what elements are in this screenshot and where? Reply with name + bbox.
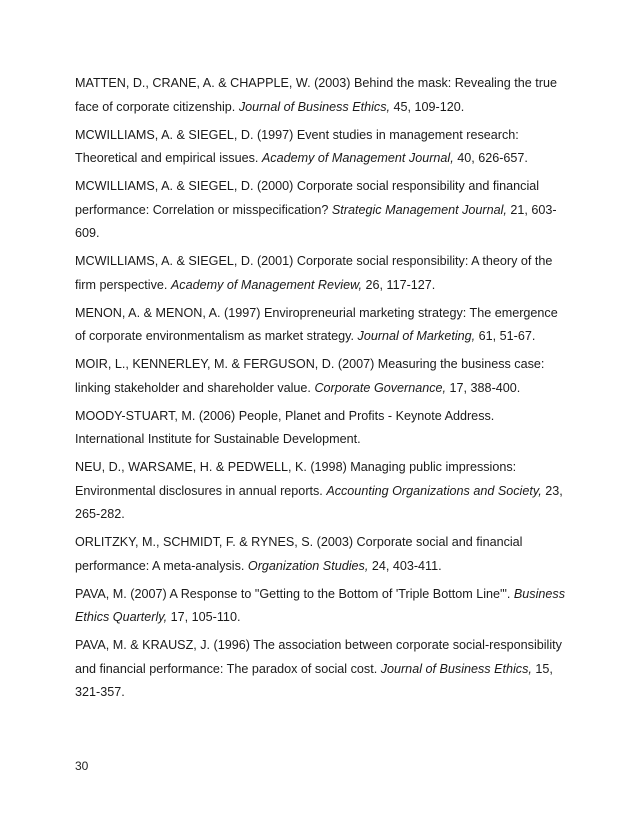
reference-text: NEU, D., WARSAME, H. & PEDWELL, K. (1998) Managing public impressions: Environmental disclosures in annual reports. xyxy=(75,460,517,498)
reference-text: ORLITZKY, M., SCHMIDT, F. & RYNES, S. (2003) Corporate social and financial performance: A meta-analysis. xyxy=(75,535,523,573)
reference-list xyxy=(75,72,565,709)
reference-text: MCWILLIAMS, A. & SIEGEL, D. (2000) Corporate social responsibility and financial performance: Correlation or misspecification? xyxy=(75,179,540,217)
reference-citation: 24, 403-411. xyxy=(368,558,442,573)
reference-source: Strategic Management Journal, xyxy=(331,202,507,217)
reference-source: Academy of Management Review, xyxy=(170,277,362,292)
reference-entry xyxy=(75,634,565,705)
reference-source: Journal of Business Ethics, xyxy=(380,661,532,676)
reference-entry xyxy=(75,456,565,527)
reference-citation: 45, 109-120. xyxy=(390,99,465,114)
reference-source: Organization Studies, xyxy=(247,558,369,573)
reference-entry xyxy=(75,583,565,630)
reference-citation: 23, 265-282. xyxy=(75,483,563,521)
reference-citation: 17, 105-110. xyxy=(167,610,241,624)
reference-entry xyxy=(75,250,565,297)
reference-source: Accounting Organizations and Society, xyxy=(326,483,542,498)
reference-source: Journal of Marketing, xyxy=(357,329,476,343)
reference-entry xyxy=(75,124,565,171)
reference-text: PAVA, M. (2007) A Response to "Getting to the Bottom of 'Triple Bottom Line'". xyxy=(75,586,514,601)
reference-citation: 40, 626-657. xyxy=(453,151,528,165)
reference-source: Academy of Management Journal, xyxy=(261,151,454,165)
reference-text: PAVA, M. & KRAUSZ, J. (1996) The association between corporate social-responsibility and financial performance: The paradox of social cost. xyxy=(75,638,562,676)
reference-text: MOODY-STUART, M. (2006) People, Planet and Profits - Keynote Address. International Institute for Sustainable Development. xyxy=(75,408,495,446)
reference-entry xyxy=(75,302,565,349)
reference-text: MATTEN, D., CRANE, A. & CHAPPLE, W. (2003) Behind the mask: Revealing the true face of corporate citizenship. xyxy=(75,76,558,114)
reference-citation: 26, 117-127. xyxy=(362,277,436,292)
reference-text: MENON, A. & MENON, A. (1997) Enviropreneurial marketing strategy: The emergence of corporate environmentalism as market strategy. xyxy=(75,305,558,343)
reference-source: Corporate Governance, xyxy=(314,380,447,395)
reference-entry xyxy=(75,175,565,246)
reference-citation: 15, 321-357. xyxy=(75,661,553,699)
reference-text: MOIR, L., KENNERLEY, M. & FERGUSON, D. (2007) Measuring the business case: linking stakeholder and shareholder value. xyxy=(75,357,545,395)
reference-citation: 61, 51-67. xyxy=(475,329,536,343)
reference-entry xyxy=(75,405,565,452)
reference-text: MCWILLIAMS, A. & SIEGEL, D. (2001) Corporate social responsibility: A theory of the firm perspective. xyxy=(75,254,553,292)
page-number: 30 xyxy=(75,759,89,773)
reference-source: Journal of Business Ethics, xyxy=(238,99,391,114)
reference-entry xyxy=(75,353,565,400)
reference-entry xyxy=(75,531,565,578)
reference-entry xyxy=(75,72,565,119)
reference-source: Business Ethics Quarterly, xyxy=(75,586,565,624)
reference-text: MCWILLIAMS, A. & SIEGEL, D. (1997) Event studies in management research: Theoretical and empirical issues. xyxy=(75,127,519,165)
reference-citation: 21, 603-609. xyxy=(75,202,557,240)
reference-citation: 17, 388-400. xyxy=(446,380,521,395)
